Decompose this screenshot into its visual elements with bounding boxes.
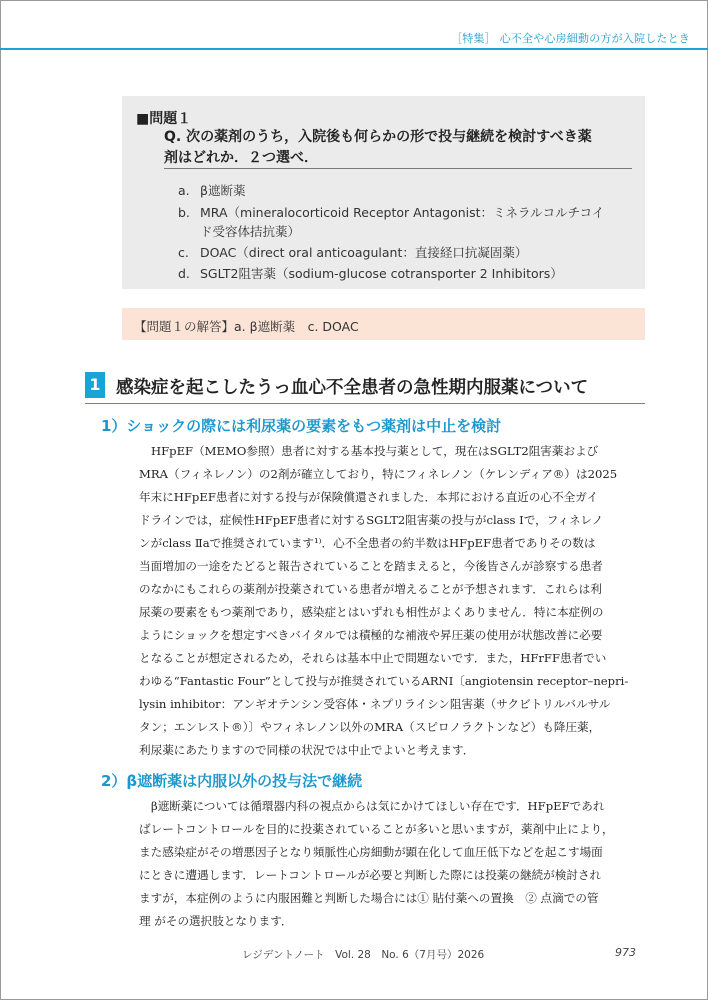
journal-footer: レジデントノート Vol. 28 No. 6（7月号）2026 [242, 949, 485, 961]
option-item [178, 222, 300, 240]
option-text: ド受容体拮抗薬） [200, 224, 301, 239]
subsection-title: 2）β遮断薬は内服以外の投与法で継続 [101, 772, 363, 790]
option-key: d. [178, 266, 190, 281]
body-line: 利尿薬にあたりますので同様の状況では中止でよいと考えます． [139, 743, 475, 757]
question-line: Q. 次の薬剤のうち，入院後も何らかの形で投与継続を検討すべき薬 [164, 129, 592, 145]
option-key: a. [178, 183, 190, 198]
header-rule [0, 48, 708, 50]
question-line: 剤はどれか．２つ選べ． [164, 150, 318, 166]
body-line: ドラインでは，症候性HFpEF患者に対するSGLT2阻害薬の投与がclass Ⅰで，フィネレノ [139, 513, 604, 527]
section-title: 感染症を起こしたうっ血心不全患者の急性期内服薬について [116, 378, 589, 398]
body-line: ばレートコントロールを目的に投薬されていることが多いと思いますが，薬剤中止により， [139, 822, 614, 836]
body-line: 理 がその選択肢となります． [139, 914, 293, 928]
option-text: DOAC（direct oral anticoagulant：直接経口抗凝固薬） [200, 245, 528, 260]
answer-text: 【問題１の解答】a. β遮断薬 c. DOAC [134, 319, 359, 334]
body-line: のなかにもこれらの薬剤が投薬されている患者が増えることが予想されます．これらは利 [139, 582, 602, 596]
option-text: β遮断薬 [200, 183, 246, 198]
body-line: ようにショックを想定すべきバイタルでは積極的な補液や昇圧薬の使用が状態改善に必要 [139, 628, 603, 642]
body-line: また感染症がその増悪因子となり頻脈性心房細動が顕在化して血圧低下などを起こす場面 [139, 845, 603, 859]
body-line: タン；エンレスト®）〕やフィネレノン以外のMRA（スピロノラクトンなど）も降圧薬， [139, 720, 601, 734]
subsection-title: 1）ショックの際には利尿薬の要素をもつ薬剤は中止を検討 [101, 417, 502, 435]
question-heading: ■問題１ [136, 111, 192, 127]
question-rule [164, 168, 632, 169]
page-number: 973 [615, 946, 636, 959]
body-line: にときに遭遇します．レートコントロールが必要と判断した際には投薬の継続が検討され [139, 868, 602, 882]
question-box [122, 96, 645, 289]
option-item [178, 203, 604, 221]
body-line: β遮断薬については循環器内科の視点からは気にかけてほしい存在です．HFpEFであれ [151, 799, 605, 813]
body-line: MRA（フィネレノン）の2剤が確立しており，特にフィネレノン（ケレンディア®）は2025 [139, 467, 618, 481]
body-line: 年末にHFpEF患者に対する投与が保険償還されました．本邦における直近の心不全ガイ [139, 490, 599, 504]
answer-box [122, 308, 645, 340]
body-line: lysin inhibitor：アンギオテンシン受容体・ネプリライシン阻害薬（サクビトリルバルサル [139, 697, 611, 711]
section-number-badge: 1 [85, 372, 105, 398]
option-text: MRA（mineralocorticoid Receptor Antagonist：ミネラルコルチコイ [200, 205, 605, 220]
option-item [178, 243, 527, 261]
section-rule [85, 403, 645, 404]
body-line: 尿薬の要素をもつ薬剤であり，感染症とはいずれも相性がよくありません．特に本症例の [139, 605, 604, 619]
body-line: わゆる“Fantastic Four”として投与が推奨されているARNI〔angiotensin receptor–nepri- [139, 674, 629, 688]
body-line: HFpEF（MEMO参照）患者に対する基本投与薬として，現在はSGLT2阻害薬および [151, 444, 599, 458]
option-key: c. [178, 245, 189, 260]
body-line: となることが想定されるため，それらは基本中止で問題ないです．また，HFrFF患者でい [139, 651, 607, 665]
body-line: 当面増加の一途をたどると報告されていることを踏まえると，今後皆さんが診察する患者 [139, 559, 603, 573]
body-line: ますが，本症例のように内服困難と判断した場合には① 貼付薬への置換 ② 点滴での管 [139, 891, 599, 905]
option-item [178, 181, 245, 199]
option-key: b. [178, 205, 190, 220]
body-line: ンがclass Ⅱaで推奨されています¹⁾．心不全患者の約半数はHFpEF患者でありその数は [139, 536, 596, 550]
running-header-text: ［特集］ 心不全や心房細動の方が入院したとき [451, 32, 690, 45]
option-item [178, 264, 563, 282]
option-text: SGLT2阻害薬（sodium-glucose cotransporter 2 Inhibitors） [200, 266, 563, 281]
